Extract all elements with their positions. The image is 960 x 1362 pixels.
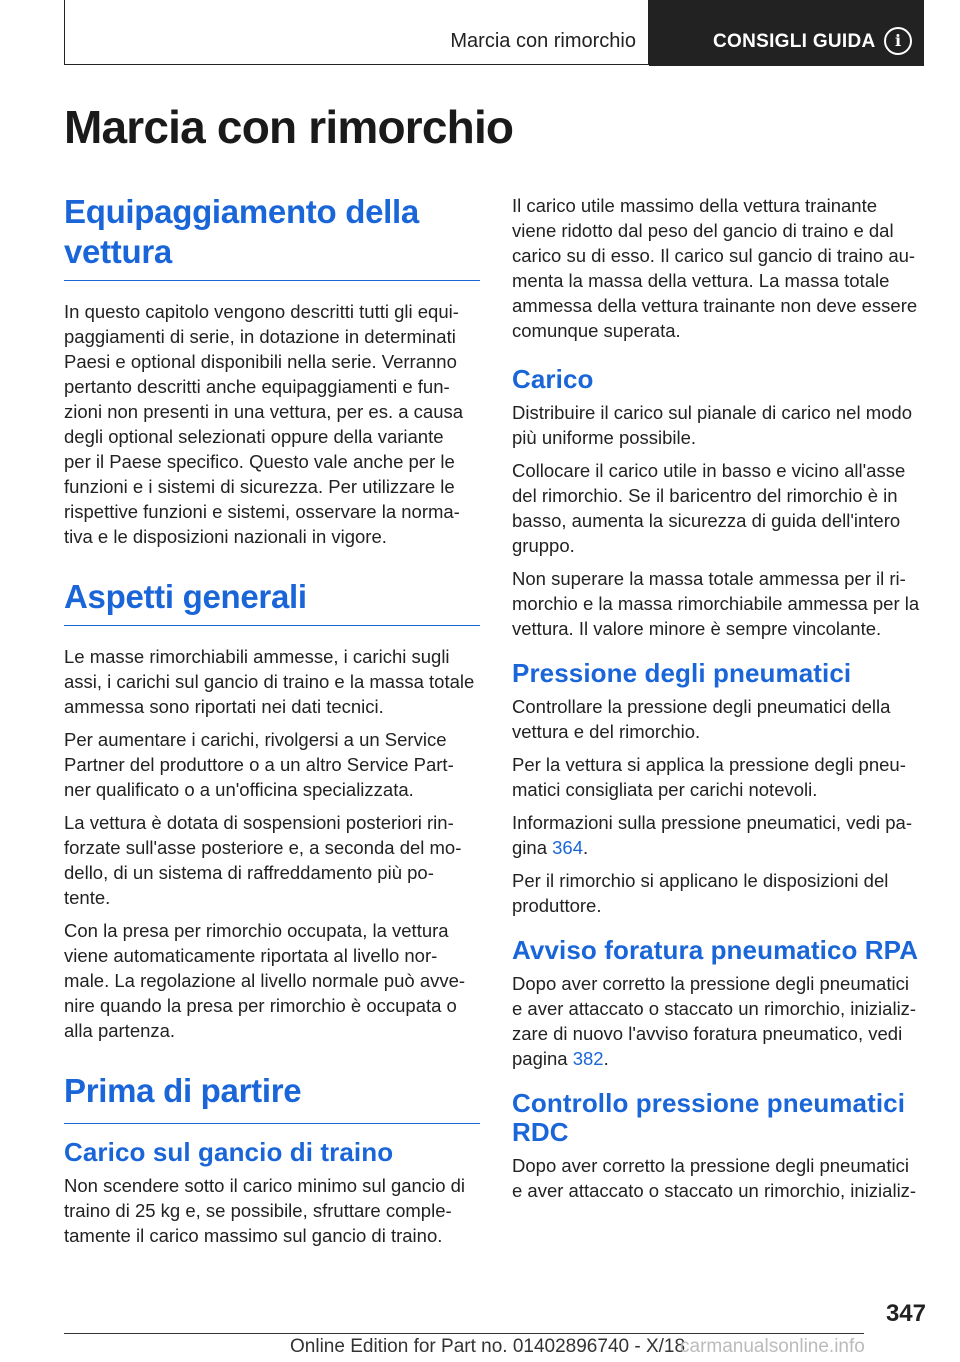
page-link-382[interactable]: 382 — [572, 1048, 604, 1069]
paragraph: Le masse rimorchiabili ammesse, i carichi sugli assi, i carichi sul gancio di traino e la massa totale ammessa sono riportati nei dati tecnici. — [64, 646, 475, 717]
paragraph: Il carico utile massimo della vettura trainante viene ridotto dal peso del gancio di traino e dal carico su di esso. Il carico sul gancio di traino au- menta la massa della vettura. La massa totale ammessa della vettura trainante non deve essere comunque superata. — [512, 195, 918, 341]
heading-equipaggiamento — [64, 192, 480, 281]
info-icon[interactable]: i — [884, 27, 912, 55]
page-title: Marcia con rimorchio — [64, 101, 514, 153]
page-number: 347 — [885, 1300, 926, 1327]
subheading-carico: Carico — [512, 364, 594, 394]
right-column — [512, 193, 928, 1203]
subheading-rpa: Avviso foratura pneumatico RPA — [512, 935, 919, 965]
paragraph: Distribuire il carico sul pianale di carico nel modo più uniforme possibile. — [512, 402, 912, 448]
paragraph: In questo capitolo vengono descritti tutti gli equi- paggiamenti di serie, in dotazione in determinati Paesi e optional disponibili nella serie. Verranno pertanto descritti anche equipaggiamenti e fun- zioni non presenti in una vettura, per es. a causa degli optional selezionati oppure della variante per il Paese specifico. Questo vale anche per le funzioni e i sistemi di sicurezza. Per utilizzare le rispettive funzioni e sistemi, osservare la norma- tiva e le disposizioni nazionali in vigore. — [64, 301, 464, 547]
left-column — [64, 192, 480, 1248]
subheading-rdc: Controllo pressione pneumatici RDC — [512, 1088, 906, 1147]
paragraph: Dopo aver corretto la pressione degli pneumatici e aver attaccato o staccato un rimorchio, inizializ- zare di nuovo l'avviso foratura pneumatico, vedi pagina 382. — [512, 973, 917, 1069]
chapter-tab[interactable] — [649, 0, 924, 66]
paragraph: La vettura è dotata di sospensioni posteriori rin- forzate sull'asse posteriore e, a seconda del mo- dello, di un sistema di raffreddamento più po- tente. — [64, 812, 462, 908]
section-header-box — [64, 0, 649, 65]
paragraph: Con la presa per rimorchio occupata, la vettura viene automaticamente riportata al livello nor- male. La regolazione al livello normale può avve- nire quando la presa per rimorchio è occupata o alla partenza. — [64, 920, 466, 1041]
section-title: Marcia con rimorchio — [450, 30, 636, 52]
paragraph: Controllare la pressione degli pneumatici della vettura e del rimorchio. — [512, 696, 891, 742]
chapter-tab-label: CONSIGLI GUIDA — [713, 31, 876, 52]
heading-prima-di-partire: Prima di partire — [64, 1071, 480, 1124]
paragraph: Non superare la massa totale ammessa per il ri- morchio e la massa rimorchiabile ammessa per la vettura. Il valore minore è sempre vincolante. — [512, 568, 920, 639]
heading-line: Equipaggiamento della — [64, 193, 419, 230]
paragraph: Per aumentare i carichi, rivolgersi a un Service Partner del produttore o a un altro Service Part- ner qualificato o a un'officina specializzata. — [64, 729, 454, 800]
paragraph: Per il rimorchio si applicano le disposizioni del produttore. — [512, 870, 889, 916]
page-link-364[interactable]: 364 — [552, 837, 583, 858]
heading-line: vettura — [64, 233, 172, 270]
subheading-pressione: Pressione degli pneumatici — [512, 658, 852, 688]
watermark: carmanualsonline.info — [680, 1336, 865, 1357]
paragraph: Dopo aver corretto la pressione degli pneumatici e aver attaccato o staccato un rimorchio, inizializ- — [512, 1155, 917, 1201]
page-header — [64, 0, 924, 66]
subheading-carico-gancio: Carico sul gancio di traino — [64, 1137, 394, 1167]
paragraph: Non scendere sotto il carico minimo sul gancio di traino di 25 kg e, se possibile, sfruttare comple- tamente il carico massimo sul gancio di traino. — [64, 1175, 466, 1246]
paragraph: Informazioni sulla pressione pneumatici, vedi pa- gina 364. — [512, 812, 913, 858]
heading-aspetti-generali: Aspetti generali — [64, 577, 480, 626]
footer-edition: Online Edition for Part no. 01402896740 - X/18 — [290, 1336, 686, 1357]
paragraph: Per la vettura si applica la pressione degli pneu- matici consigliata per carichi notevoli. — [512, 754, 906, 800]
footer-rule — [64, 1333, 864, 1334]
paragraph: Collocare il carico utile in basso e vicino all'asse del rimorchio. Se il baricentro del rimorchio è in basso, aumenta la sicurezza di guida dell'intero gruppo. — [512, 460, 906, 556]
